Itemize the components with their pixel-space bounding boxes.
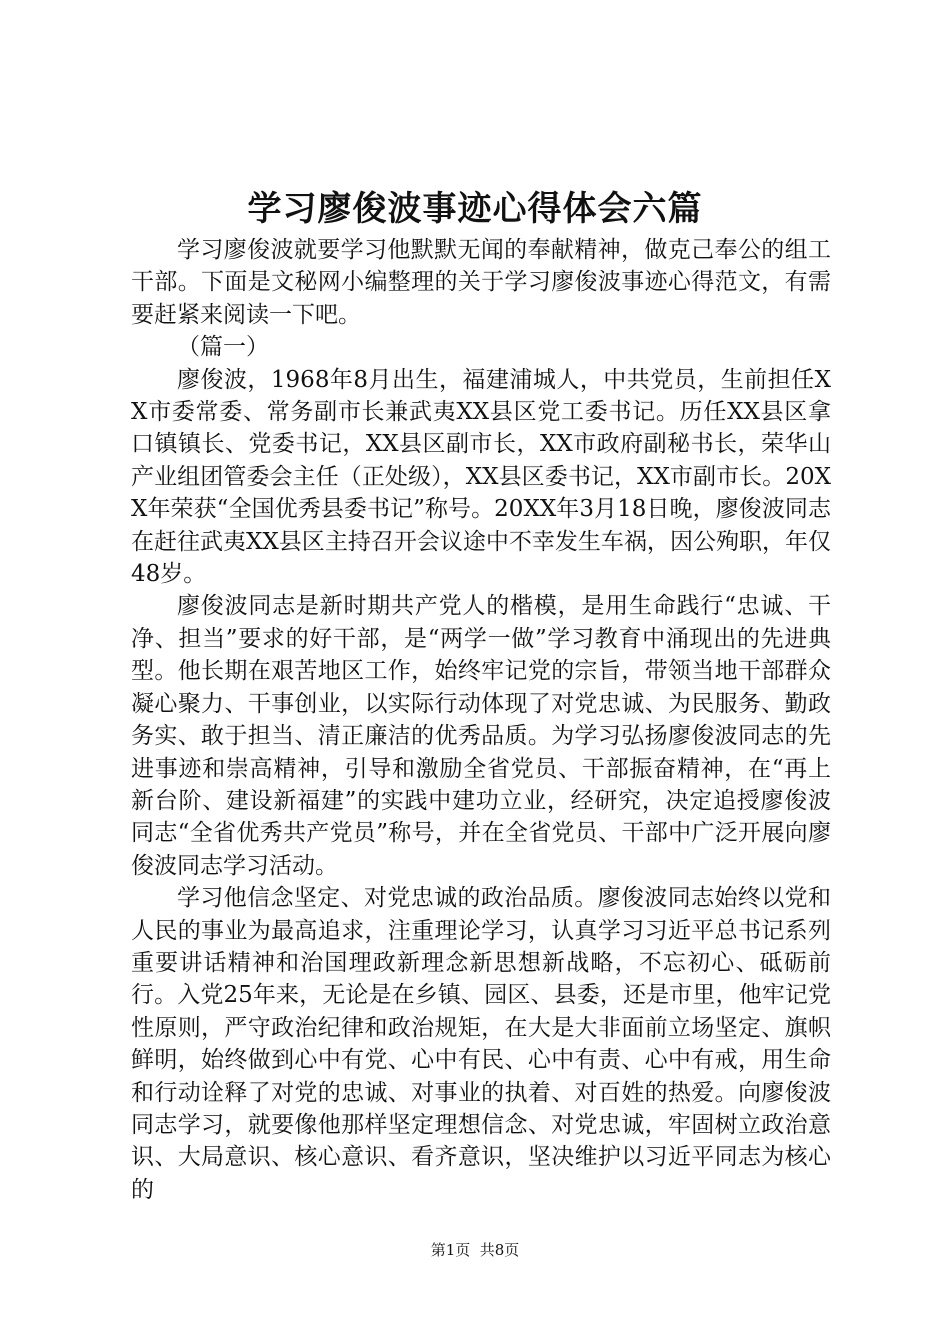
page-footer: 第1页 共8页 [430, 1241, 520, 1259]
document-title: 学习廖俊波事迹心得体会六篇 [247, 189, 703, 229]
paragraph-model: 廖俊波同志是新时期共产党人的楷模，是用生命践行“忠诚、干净、担当”要求的好干部，是“两学一做”学习教育中涌现出的先进典型。他长期在艰苦地区工作，始终牢记党的宗旨，带领当地干部群众凝心聚力、干事创业，以实际行动体现了对党忠诚、为民服务、勤政务实、敢于担当、清正廉洁的优秀品质。为学习弘扬廖俊波同志的先进事迹和崇高精神，引导和激励全省党员、干部振奋精神，在“再上新台阶、建设新福建”的实践中建功立业，经研究，决定追授廖俊波同志“全省优秀共产党员”称号，并在全省党员、干部中广泛开展向廖俊波同志学习活动。 [131, 593, 831, 879]
paragraph-intro: 学习廖俊波就要学习他默默无闻的奉献精神，做克己奉公的组工干部。下面是文秘网小编整理的关于学习廖俊波事迹心得范文，有需要赶紧来阅读一下吧。 [131, 237, 831, 328]
paragraph-political-quality: 学习他信念坚定、对党忠诚的政治品质。廖俊波同志始终以党和人民的事业为最高追求，注重理论学习，认真学习习近平总书记系列重要讲话精神和治国理政新理念新思想新战略，不忘初心、砥砺前行。入党25年来，无论是在乡镇、园区、县委，还是市里，他牢记党性原则，严守政治纪律和政治规矩，在大是大非面前立场坚定、旗帜鲜明，始终做到心中有党、心中有民、心中有责、心中有戒，用生命和行动诠释了对党的忠诚、对事业的执着、对百姓的热爱。向廖俊波同志学习，就要像他那样坚定理想信念、对党忠诚，牢固树立政治意识、大局意识、核心意识、看齐意识，坚决维护以习近平同志为核心的 [131, 885, 831, 1203]
document-body [131, 234, 831, 1206]
paragraph-section-heading: （篇一） [177, 334, 269, 361]
paragraph-biography: 廖俊波，1968年8月出生，福建浦城人，中共党员，生前担任XX市委常委、常务副市长兼武夷XX县区党工委书记。历任XX县区拿口镇镇长、党委书记，XX县区副市长，XX市政府副秘书长，荣华山产业组团管委会主任（正处级），XX县区委书记，XX市副市长。20XX年荣获“全国优秀县委书记”称号。20XX年3月18日晚，廖俊波同志在赶往武夷XX县区主持召开会议途中不幸发生车祸，因公殉职，年仅48岁。 [131, 366, 831, 588]
